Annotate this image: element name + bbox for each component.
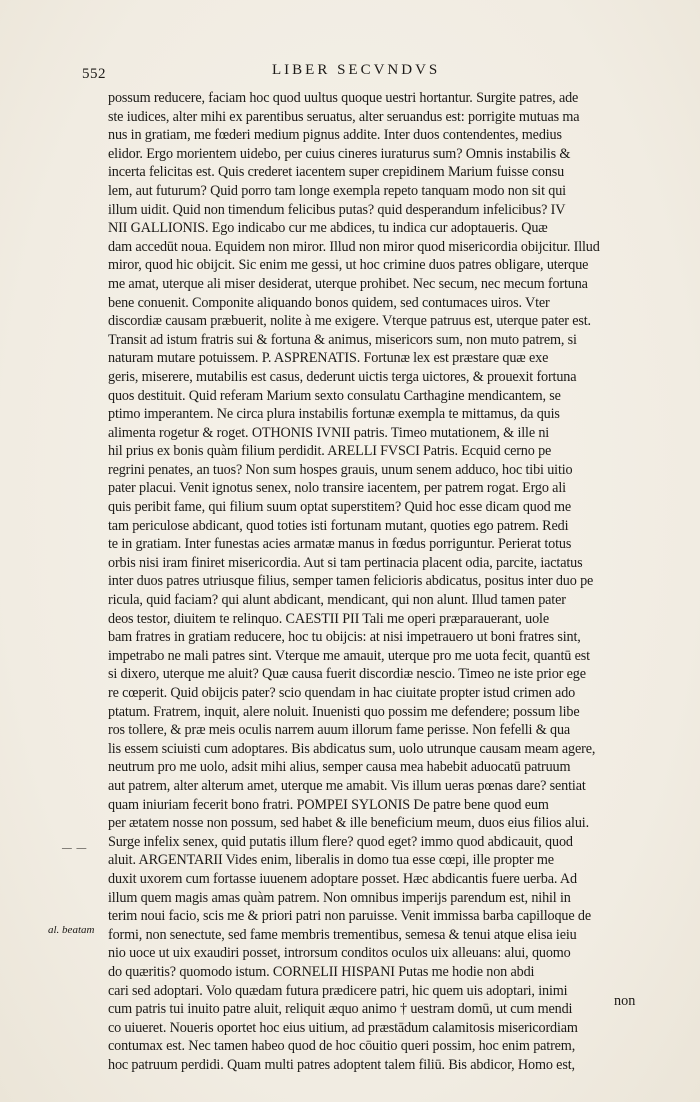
text-line: deos testor, diuitem te relinquo. CAESTII PII Tali me operi præparauerant, uole <box>108 610 549 627</box>
text-line: neutrum pro me uolo, adsit mihi alius, semper causa mea habebit aduocatū patruum <box>108 759 571 776</box>
text-line: possum reducere, faciam hoc quod uultus quoque uestri hortantur. Surgite patres, ade <box>108 90 579 106</box>
text-line: bene conuenit. Componite aliquando bonos quidem, sed contumaces uiros. Vter <box>108 294 550 311</box>
text-line: Transit ad istum fratris sui & fortuna & animus, misericors sum, non muto patrem, si <box>108 331 577 348</box>
text-line: inter duos patres utriusque filius, semper tamen felicioris abdicatus, positus inter duo pe <box>108 573 594 590</box>
text-line: co uiueret. Noueris oportet hoc eius uitium, ad præstādum calamitosis misericordiam <box>108 1019 578 1036</box>
text-line: illum quem magis amas quàm patrem. Non omnibus imperijs parendum est, nihil in <box>108 889 571 906</box>
text-line: geris, miserere, mutabilis est casus, dederunt uictis terga uictores, & prouexit fortuna <box>108 368 577 385</box>
text-line: lis essem sciuisti cum adoptares. Bis abdicatus sum, uolo utrunque causam meam agere, <box>108 740 596 757</box>
text-line: hil prius ex bonis quàm filium perdidit. ARELLI FVSCI Patris. Ecquid cerno pe <box>108 443 552 460</box>
text-line: tam periculose abdicant, quod toties isti fortunam mutant, quoties ego patrem. Redi <box>108 517 569 534</box>
text-line: miror, quod hic obijcit. Sic enim me gessi, ut hoc crimine duos patres obligare, uterque <box>108 257 589 274</box>
text-line: nio uoce ut uix exaudiri posset, introrsum conditos oculos uix alleuans: alui, quomo <box>108 945 571 962</box>
text-line: regrini penates, an tuos? Non sum hospes grauis, unum senem adduco, hoc tibi uitio <box>108 461 573 478</box>
text-line: illum uidit. Quid non timendum felicibus putas? quid desperandum infelicibus? IV <box>108 201 566 218</box>
text-line: cum patris tui inuito patre aluit, reliquit æquo animo † uestram domū, ut cum mendi <box>108 1001 573 1018</box>
text-line: naturam mutare potuissem. P. ASPRENATIS. Fortunæ lex est præstare quæ exe <box>108 350 549 367</box>
text-line: te in gratiam. Inter funestas acies armatæ manus in fœdus porriguntur. Perierat totus <box>108 536 572 553</box>
text-line: terim noui facio, scis me & priori patri non paruisse. Venit immissa barba capilloque de <box>108 908 591 925</box>
text-line: hoc patruum perdidi. Quam multi patres adoptent talem filiū. Bis abdicor, Homo est, <box>108 1056 575 1073</box>
page-header <box>0 62 700 86</box>
text-line: aluit. ARGENTARII Vides enim, liberalis in domo tua esse cœpi, ille propter me <box>108 852 554 869</box>
text-line: lem, aut futurum? Quid porro tam longe exempla repeto tanquam modo non sit qui <box>108 182 566 199</box>
text-line: ptatum. Fratrem, inquit, alere noluit. Inuenisti quo possim me defendere; possum libe <box>108 703 580 720</box>
page-number: 552 <box>82 66 106 82</box>
text-line: ptimo imperantem. Ne circa plura instabilis fortunæ exempla te mittamus, da quis <box>108 406 560 423</box>
text-line: incerta felicitas est. Quis crederet iacentem super crepidinem Marium fuisse consu <box>108 164 565 181</box>
text-line: ste iudices, alter mihi ex parentibus seruatus, alter seruandus est: porrigite mutuas ma <box>108 108 580 125</box>
text-line: NII GALLIONIS. Ego indicabo cur me abdices, tu indica cur adoptaueris. Quæ <box>108 220 548 237</box>
text-line: si dixero, uterque me aluit? Quæ causa fuerit discordiæ nescio. Timeo ne iste prior ege <box>108 666 586 683</box>
text-line: ricula, quid faciam? qui alunt abdicant, mendicant, qui non alunt. Illud tamen pater <box>108 592 566 609</box>
margin-note: al. beatam <box>48 924 95 936</box>
text-line: quam iniuriam fecerit bono fratri. POMPEI SYLONIS De patre bene quod eum <box>108 796 549 813</box>
text-line: quos destituit. Quid referam Marium sexto consulatu Carthagine mendicantem, se <box>108 387 561 404</box>
text-line: cari sed adoptari. Volo quædam futura prædicere patri, hic quem uis adoptari, inimi <box>108 982 568 999</box>
text-line: contumax est. Nec tamen habeo quod de hoc cōuitio queri possim, hoc enim patrem, <box>108 1038 576 1055</box>
text-line: ros tollere, & præ meis oculis narrem auum illorum fame perisse. Non fefelli & qua <box>108 722 571 739</box>
text-line: pater placui. Venit ignotus senex, nolo transire iacentem, per patrem rogat. Ergo ali <box>108 480 566 497</box>
text-line: discordiæ causam præbuerit, nolite à me exigere. Vterque patruus est, uterque pater est. <box>108 313 591 330</box>
text-line: re cœperit. Quid obijcis pater? scio quendam in hac ciuitate propter istud crimen ado <box>108 685 576 701</box>
text-line: quis peribit fame, qui filium suum optat superstitem? Quid hoc esse dicam quod me <box>108 499 572 516</box>
running-head: LIBER SECVNDVS <box>272 62 441 78</box>
text-line: orbis nisi iram finiret misericordia. Aut si tam pertinacia placent odia, parcite, iactatus <box>108 554 583 571</box>
text-line: aut patrem, alter alterum amet, uterque me amabit. Vis illum ueras pœnas dare? sentiat <box>108 777 586 794</box>
body-text <box>108 89 648 1074</box>
text-line: bam fratres in gratiam reducere, hoc tu obijcis: at nisi impetrauero ut boni fratres sint, <box>108 629 581 646</box>
text-line: impetrabo ne mali patres sint. Vterque me amauit, uterque pro me uota fecit, quantū est <box>108 647 590 664</box>
text-line: nus in gratiam, me fœderi medium pignus addite. Inter duos contendentes, medius <box>108 127 562 144</box>
text-line: dam accedūt noua. Equidem non miror. Illud non miror quod misericordia obijcitur. Illud <box>108 238 600 255</box>
text-line: do quæritis? quomodo istum. CORNELII HISPANI Putas me hodie non abdi <box>108 963 535 980</box>
text-line: per ætatem nosse non possum, sed habet & ille beneficium meum, duos eius filios alui. <box>108 815 589 832</box>
catchword: non <box>614 993 636 1009</box>
text-line: elidor. Ergo morientem uidebo, per cuius cineres iuraturus sum? Omnis instabilis & <box>108 145 571 162</box>
text-line: formi, non senectute, sed fame membris trementibus, semesa & tenui atque elisa ieiu <box>108 926 577 943</box>
text-line: me amat, uterque ali miser desiderat, uterque prohibet. Nec secum, nec mecum fortuna <box>108 275 588 292</box>
margin-dash-mark: — — <box>62 842 88 854</box>
text-line: duxit uxorem cum fortasse iuuenem adoptare posset. Hæc abdicantis fuere uerba. Ad <box>108 870 577 887</box>
text-line: alimenta rogetur & roget. OTHONIS IVNII patris. Timeo mutationem, & ille ni <box>108 424 550 441</box>
text-line: Surge infelix senex, quid putatis illum flere? quod eget? immo quod abdicauit, quod <box>108 833 573 850</box>
